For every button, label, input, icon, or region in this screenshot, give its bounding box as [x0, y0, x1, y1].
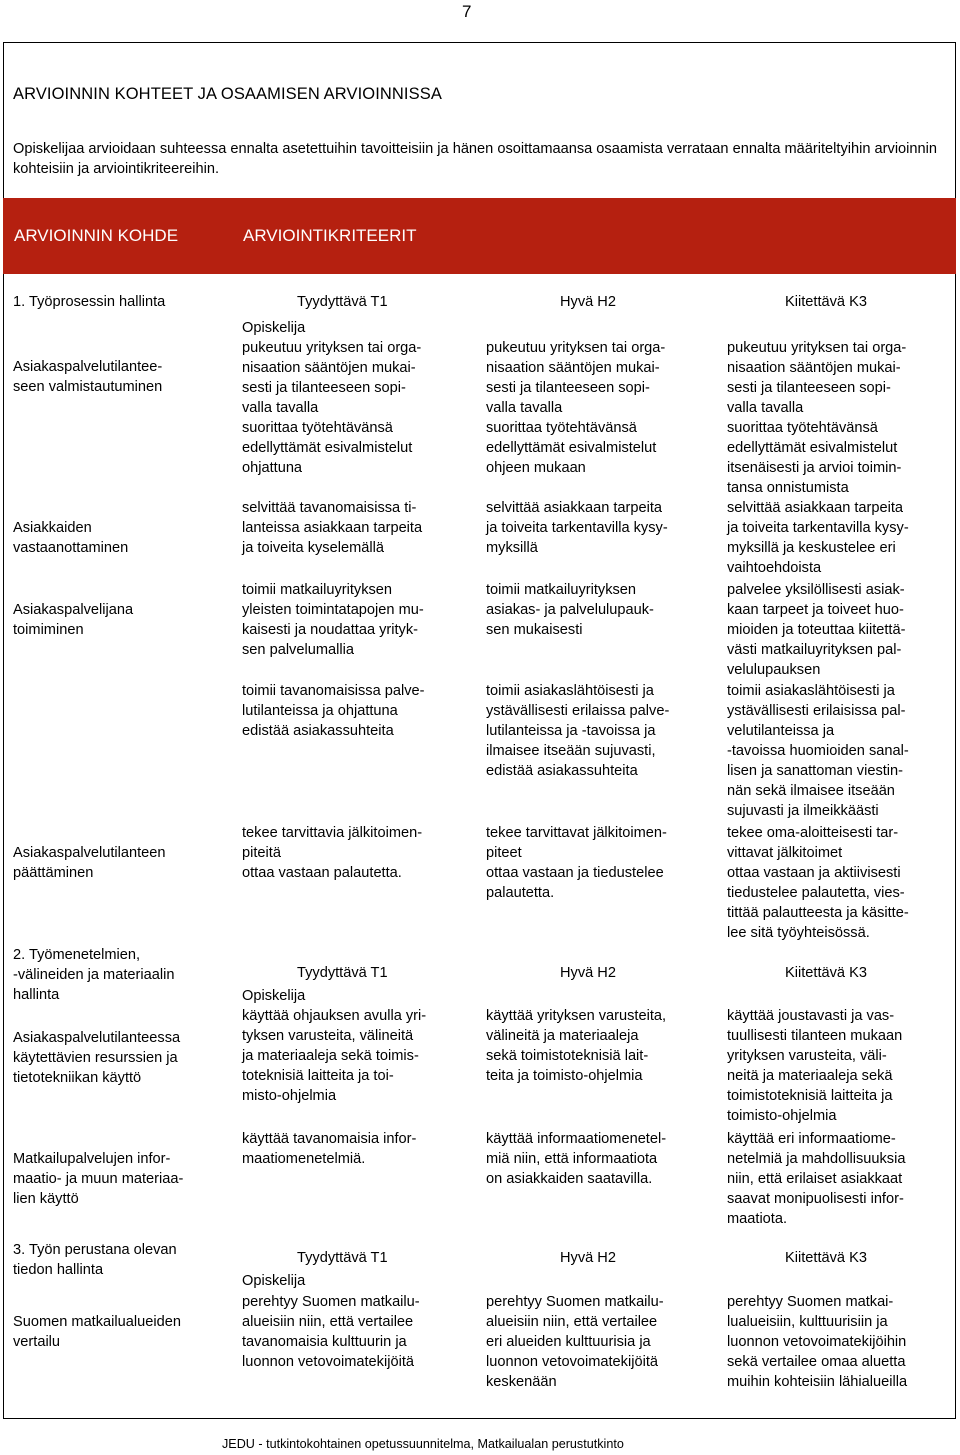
criteria-k3: toimii asiakaslähtöisesti ja ystävällisesti erilaisissa pal- velutilanteissa ja -tavoissa huomioiden sanal- lisen ja sanattoman viestin- nän sekä ilmaisee itseään sujuvasti ja ilmeikkäästi — [727, 683, 909, 819]
grade-heading-t1: Tyydyttävä T1 — [297, 1250, 388, 1266]
criteria-k3: käyttää joustavasti ja vas- tuullisesti tilanteen mukaan yrityksen varusteita, väli- neitä ja materiaaleja sekä toimistoteknisiä laitteita ja toimisto-ohjelmia — [727, 1008, 903, 1124]
criteria-k3: pukeutuu yrityksen tai orga- nisaation sääntöjen mukai- sesti ja tilanteeseen sopi- valla tavalla suorittaa työtehtävänsä edellyttämät esivalmistelut itsenäisesti ja arvioi toimin- tansa onnistumista — [727, 340, 907, 496]
criteria-h2: tekee tarvittavat jälkitoimen- piteet ottaa vastaan ja tiedustelee palautetta. — [486, 825, 667, 901]
section-title: 2. Työmenetelmien, -välineiden ja materiaalin hallinta — [13, 947, 175, 1003]
criteria-k3: käyttää eri informaatiome- netelmiä ja mahdollisuuksia niin, että erilaiset asiakkaat saavat monipuolisesti infor- maatiota. — [727, 1131, 906, 1227]
criteria-h2: perehtyy Suomen matkailu- alueisiin niin, että vertailee eri alueiden kulttuurisia ja luonnon vetovoimatekijöitä keskenään — [486, 1294, 664, 1390]
criteria-t1: toimii matkailuyrityksen yleisten toimintatapojen mu- kaisesti ja noudattaa yrityk- sen palvelumallia — [242, 582, 424, 658]
criteria-h2: käyttää informaatiomenetel- miä niin, että informaatiota on asiakkaiden saatavilla. — [486, 1131, 667, 1187]
criteria-t1: selvittää tavanomaisissa ti- lanteissa asiakkaan tarpeita ja toiveita kyselemällä — [242, 500, 423, 556]
section-title: 1. Työprosessin hallinta — [13, 294, 166, 310]
criteria-k3: tekee oma-aloitteisesti tar- vittavat jälkitoimet ottaa vastaan ja aktiivisesti tiedustelee palautetta, vies- tittää palautteesta ja käsitte- lee sitä työyhteisössä. — [727, 825, 909, 941]
grade-heading-h2: Hyvä H2 — [560, 294, 616, 310]
header-bar — [3, 198, 956, 274]
target-label: Asiakkaiden vastaanottaminen — [13, 520, 129, 556]
criteria-t1: pukeutuu yrityksen tai orga- nisaation sääntöjen mukai- sesti ja tilanteeseen sopi- valla tavalla suorittaa työtehtävänsä edellyttämät esivalmistelut ohjattuna — [242, 340, 422, 476]
grade-heading-k3: Kiitettävä K3 — [785, 294, 867, 310]
criteria-h2: toimii asiakaslähtöisesti ja ystävällisesti erilaissa palve- lutilanteissa ja -tavoissa ja ilmaisee itseään sujuvasti, edistää asiakassuhteita — [486, 683, 670, 779]
page-number: 7 — [462, 2, 472, 21]
section-title: 3. Työn perustana olevan tiedon hallinta — [13, 1242, 177, 1278]
target-label: Asiakaspalvelutilanteessa käytettävien resurssien ja tietotekniikan käyttö — [13, 1030, 181, 1086]
page-title: ARVIOINNIN KOHTEET JA OSAAMISEN ARVIOINNISSA — [13, 85, 442, 103]
header-bar-right: ARVIOINTIKRITEERIT — [243, 226, 417, 245]
criteria-h2: käyttää yrityksen varusteita, välineitä ja materiaaleja sekä toimistoteknisiä lait- teita ja toimisto-ohjelmia — [486, 1008, 667, 1084]
grade-heading-t1: Tyydyttävä T1 — [297, 965, 388, 981]
target-label: Matkailupalvelujen infor- maatio- ja muun materiaa- lien käyttö — [13, 1151, 184, 1207]
grade-heading-h2: Hyvä H2 — [560, 965, 616, 981]
criteria-k3: selvittää asiakkaan tarpeita ja toiveita tarkentavilla kysy- myksillä ja keskustelee eri vaihtoehdoista — [727, 500, 909, 576]
criteria-h2: selvittää asiakkaan tarpeita ja toiveita tarkentavilla kysy- myksillä — [486, 500, 668, 556]
grade-heading-t1: Tyydyttävä T1 — [297, 294, 388, 310]
header-bar-left: ARVIOINNIN KOHDE — [14, 226, 179, 245]
grade-heading-h2: Hyvä H2 — [560, 1250, 616, 1266]
grade-heading-k3: Kiitettävä K3 — [785, 965, 867, 981]
page-footer: JEDU - tutkintokohtainen opetussuunnitelma, Matkailualan perustutkinto — [222, 1437, 624, 1451]
criteria-k3: perehtyy Suomen matkai- lualueisiin, kulttuurisiin ja luonnon vetovoimatekijöihin sekä vertailee omaa aluetta muihin kohteisiin lähialueilla — [727, 1294, 908, 1390]
target-label: Asiakaspalvelutilanteen päättäminen — [13, 845, 166, 881]
student-label: Opiskelija — [242, 320, 306, 336]
criteria-t1: tekee tarvittavia jälkitoimen- piteitä ottaa vastaan palautetta. — [242, 825, 423, 881]
grade-heading-k3: Kiitettävä K3 — [785, 1250, 867, 1266]
intro-paragraph: Opiskelijaa arvioidaan suhteessa ennalta asetettuihin tavoitteisiin ja hänen osoittamaansa osaamista verrataan ennalta määriteltyihin arvioinnin kohteisiin ja arviointikriteereihin. — [13, 141, 938, 177]
target-label: Asiakaspalvelutilantee- seen valmistautuminen — [13, 359, 163, 395]
student-label: Opiskelija — [242, 988, 306, 1004]
criteria-t1: toimii tavanomaisissa palve- lutilanteissa ja ohjattuna edistää asiakassuhteita — [242, 683, 425, 739]
criteria-t1: käyttää tavanomaisia infor- maatiomenetelmiä. — [242, 1131, 417, 1167]
criteria-h2: pukeutuu yrityksen tai orga- nisaation sääntöjen mukai- sesti ja tilanteeseen sopi- valla tavalla suorittaa työtehtävänsä edellyttämät esivalmistelut ohjeen mukaan — [486, 340, 666, 476]
student-label: Opiskelija — [242, 1273, 306, 1289]
criteria-h2: toimii matkailuyrityksen asiakas- ja palvelulupauk- sen mukaisesti — [486, 582, 654, 638]
criteria-t1: käyttää ohjauksen avulla yri- tyksen varusteita, välineitä ja materiaaleja sekä toimis- toteknisiä laitteita ja toi- misto-ohjelmia — [242, 1008, 427, 1104]
target-label: Suomen matkailualueiden vertailu — [13, 1314, 181, 1350]
criteria-k3: palvelee yksilöllisesti asiak- kaan tarpeet ja toiveet huo- mioiden ja toteuttaa kiitettä- västi matkailuyrityksen pal- velulupauksen — [727, 582, 906, 678]
criteria-t1: perehtyy Suomen matkailu- alueisiin niin, että vertailee tavanomaisia kulttuurin ja luonnon vetovoimatekijöitä — [242, 1294, 420, 1370]
target-label: Asiakaspalvelijana toimiminen — [13, 602, 134, 638]
